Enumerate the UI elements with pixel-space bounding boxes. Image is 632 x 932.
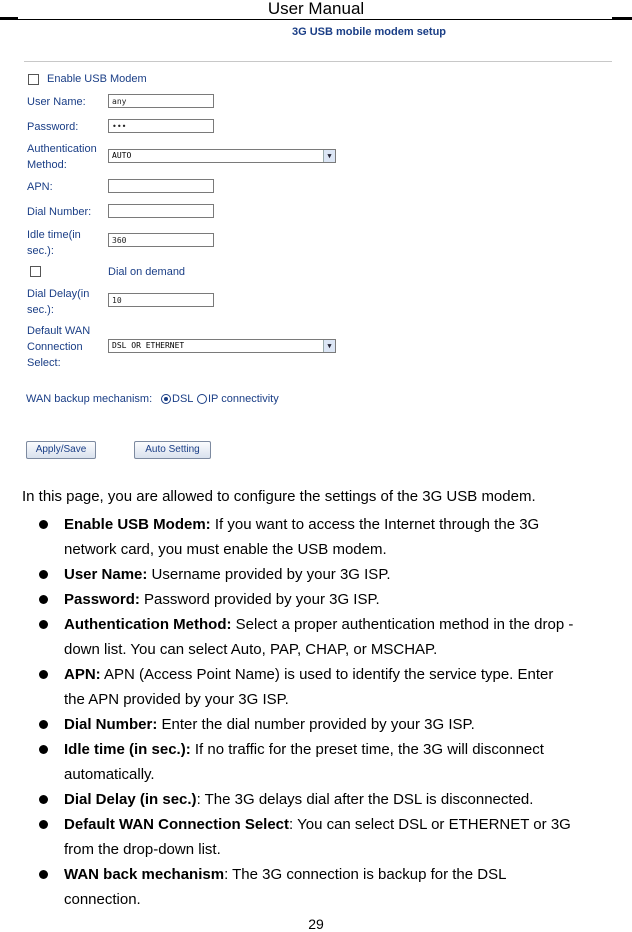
- dial-delay-input[interactable]: 10: [108, 293, 214, 307]
- bullet-dot: [39, 670, 48, 679]
- dial-number-label: Dial Number:: [27, 206, 92, 218]
- bullet-password: Password: Password provided by your 3G ISP.: [64, 591, 380, 608]
- page-number: 29: [308, 916, 324, 932]
- auth-method-select[interactable]: [108, 149, 336, 163]
- bullet-dot: [39, 570, 48, 579]
- password-input[interactable]: •••: [108, 119, 214, 133]
- bullet-apn: APN: APN (Access Point Name) is used to identify the service type. Enter the APN provided by your 3G ISP.: [64, 666, 554, 708]
- bullet-dot: [39, 520, 48, 529]
- intro-paragraph: In this page, you are allowed to configure the settings of the 3G USB modem.: [22, 488, 536, 505]
- dial-delay-label-line1: Dial Delay(in: [27, 288, 90, 300]
- bullet-dial-number: Dial Number: Enter the dial number provided by your 3G ISP.: [64, 716, 475, 733]
- header-rule: [0, 19, 632, 20]
- idle-time-label-line1: Idle time(in: [27, 229, 81, 241]
- auth-method-value: AUTO: [112, 151, 132, 160]
- bullet-user-name: User Name: Username provided by your 3G ISP.: [64, 566, 391, 583]
- auth-method-label-line1: Authentication: [27, 143, 97, 155]
- apn-input[interactable]: [108, 179, 214, 193]
- apn-label: APN:: [27, 181, 53, 193]
- wan-backup-label: WAN backup mechanism:: [26, 393, 153, 405]
- bullet-dot: [39, 620, 48, 629]
- section-title: 3G USB mobile modem setup: [292, 26, 447, 38]
- bullet-dial-delay: Dial Delay (in sec.): The 3G delays dial after the DSL is disconnected.: [64, 791, 534, 808]
- idle-time-input[interactable]: 360: [108, 233, 214, 247]
- bullet-dot: [39, 870, 48, 879]
- backup-ip-radio[interactable]: [197, 394, 207, 404]
- dial-on-demand-checkbox[interactable]: [30, 266, 41, 277]
- bullet-dot: [39, 720, 48, 729]
- bullet-auth-method: Authentication Method: Select a proper authentication method in the drop - down list. You can select Auto, PAP, CHAP, or MSCHAP.: [64, 616, 574, 658]
- manual-title: User Manual: [267, 0, 365, 18]
- bullet-enable-usb: Enable USB Modem: If you want to access the Internet through the 3G network card, you must enable the USB modem.: [64, 516, 540, 558]
- password-label: Password:: [27, 121, 79, 133]
- bullet-dot: [39, 745, 48, 754]
- bullet-dot: [39, 595, 48, 604]
- auth-method-label-line2: Method:: [27, 159, 67, 171]
- user-name-input[interactable]: any: [108, 94, 214, 108]
- dial-on-demand-label: Dial on demand: [108, 266, 186, 278]
- idle-time-label-line2: sec.):: [27, 245, 54, 257]
- default-wan-label-line1: Default WAN: [27, 325, 91, 337]
- backup-dsl-radio[interactable]: [161, 394, 171, 404]
- default-wan-value: DSL OR ETHERNET: [112, 341, 185, 350]
- enable-usb-checkbox[interactable]: [28, 74, 39, 85]
- default-wan-label-line3: Select:: [27, 357, 61, 369]
- header-rule-right: [612, 17, 632, 20]
- dial-number-input[interactable]: [108, 204, 214, 218]
- default-wan-select[interactable]: [108, 339, 336, 353]
- backup-ip-label: IP connectivity: [208, 393, 279, 405]
- bullet-idle-time: Idle time (in sec.): If no traffic for the preset time, the 3G will disconnect automatically.: [64, 741, 544, 783]
- bullet-default-wan: Default WAN Connection Select: You can select DSL or ETHERNET or 3G from the drop-down list.: [64, 816, 571, 858]
- default-wan-label-line2: Connection: [27, 341, 83, 353]
- apply-save-button[interactable]: Apply/Save: [26, 441, 96, 459]
- user-name-label: User Name:: [27, 96, 86, 108]
- enable-usb-label: Enable USB Modem: [47, 73, 147, 85]
- auto-setting-button[interactable]: Auto Setting: [134, 441, 211, 459]
- bullet-wan-backup: WAN back mechanism: The 3G connection is backup for the DSL connection.: [64, 866, 507, 908]
- backup-dsl-label: DSL: [172, 393, 194, 405]
- chevron-down-icon[interactable]: ▼: [323, 340, 335, 352]
- bullet-dot: [39, 795, 48, 804]
- dial-delay-label-line2: sec.):: [27, 304, 54, 316]
- section-divider: [24, 61, 612, 62]
- chevron-down-icon[interactable]: ▼: [323, 150, 335, 162]
- bullet-dot: [39, 820, 48, 829]
